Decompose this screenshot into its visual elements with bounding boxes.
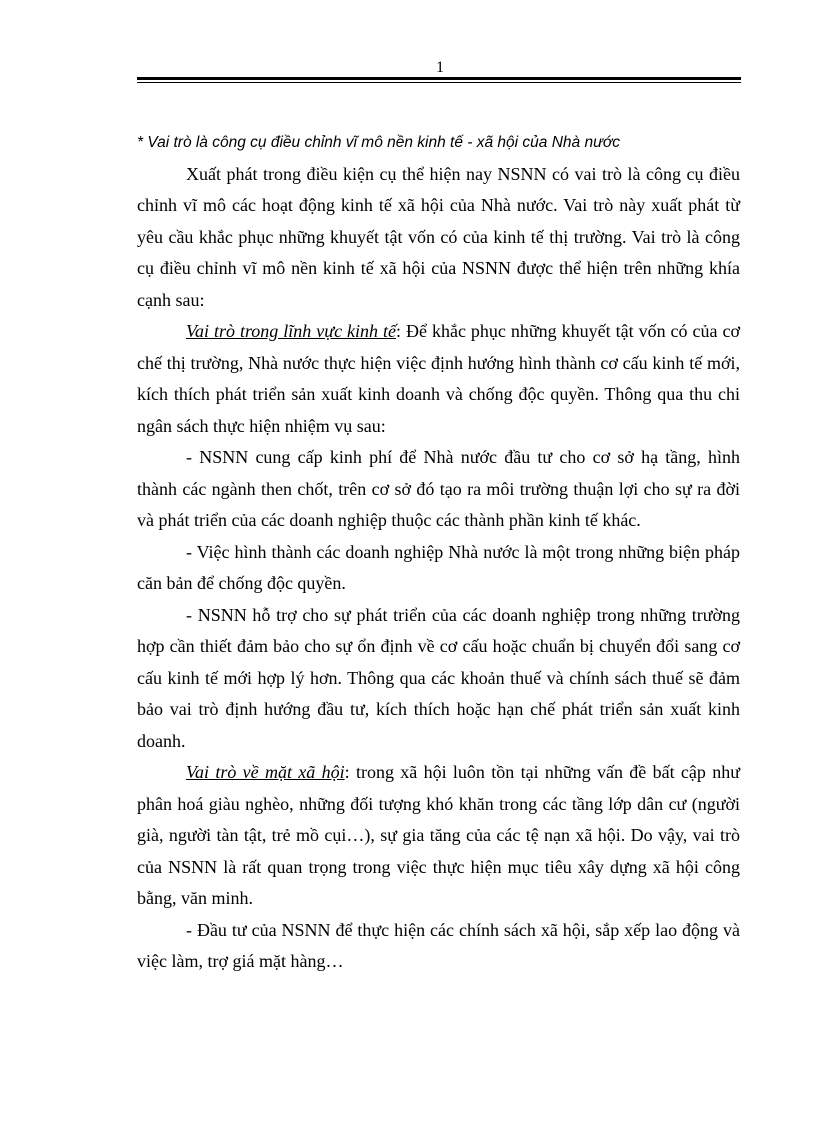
social-role-text: : trong xã hội luôn tồn tại những vấn đề bất cập như phân hoá giàu nghèo, những đối tượng khó khăn trong các tầng lớp dân cư (người già, người tàn tật, trẻ mồ cụi…), sự gia tăng của các tệ nạn xã hội. Do vậy, vai trò của NSNN là rất quan trọng trong việc thực hiện mục tiêu xây dựng xã hội công bằng, văn minh. — [137, 762, 740, 908]
header-rule-thin — [137, 82, 741, 83]
header-rule-thick — [137, 77, 741, 80]
economic-role-paragraph — [137, 316, 740, 442]
section-heading: * Vai trò là công cụ điều chỉnh vĩ mô nền kinh tế - xã hội của Nhà nước — [137, 134, 621, 151]
intro-paragraph: Xuất phát trong điều kiện cụ thể hiện nay NSNN có vai trò là công cụ điều chỉnh vĩ mô các hoạt động kinh tế xã hội của Nhà nước. Vai trò này xuất phát từ yêu cầu khắc phục những khuyết tật vốn có của kinh tế thị trường. Vai trò là công cụ điều chỉnh vĩ mô nền kinh tế xã hội của NSNN được thể hiện trên những khía cạnh sau: — [137, 163, 740, 310]
economic-role-text: : Để khắc phục những khuyết tật vốn có của cơ chế thị trường, Nhà nước thực hiện việc định hướng hình thành cơ cấu kinh tế mới, kích thích phát triển sản xuất kinh doanh và chống độc quyền. Thông qua thu chi ngân sách thực hiện nhiệm vụ sau: — [137, 321, 740, 436]
economic-role-subheading: Vai trò trong lĩnh vực kinh tế — [186, 321, 397, 341]
social-bullet-investment: - Đầu tư của NSNN để thực hiện các chính sách xã hội, sắp xếp lao động và việc làm, trợ giá mặt hàng… — [137, 919, 740, 971]
social-role-subheading: Vai trò về mặt xã hội — [186, 762, 345, 782]
page-number: 1 — [436, 59, 444, 76]
economic-bullet-support: - NSNN hỗ trợ cho sự phát triển của các doanh nghiệp trong những trường hợp cần thiết đảm bảo cho sự ổn định về cơ cấu hoặc chuẩn bị chuyển đổi sang cơ cấu kinh tế mới hợp lý hơn. Thông qua các khoản thuế và chính sách thuế sẽ đảm bảo vai trò định hướng đầu tư, kích thích hoặc hạn chế phát triển sản xuất kinh doanh. — [137, 604, 740, 751]
economic-bullet-infrastructure: - NSNN cung cấp kinh phí để Nhà nước đầu tư cho cơ sở hạ tầng, hình thành các ngành then chốt, trên cơ sở đó tạo ra môi trường thuận lợi cho sự ra đời và phát triển của các doanh nghiệp thuộc các thành phần kinh tế khác. — [137, 447, 740, 530]
social-role-paragraph — [137, 757, 740, 915]
economic-bullet-state-enterprises: - Việc hình thành các doanh nghiệp Nhà nước là một trong những biện pháp căn bản để chống độc quyền. — [137, 541, 740, 593]
document-body — [137, 127, 740, 978]
